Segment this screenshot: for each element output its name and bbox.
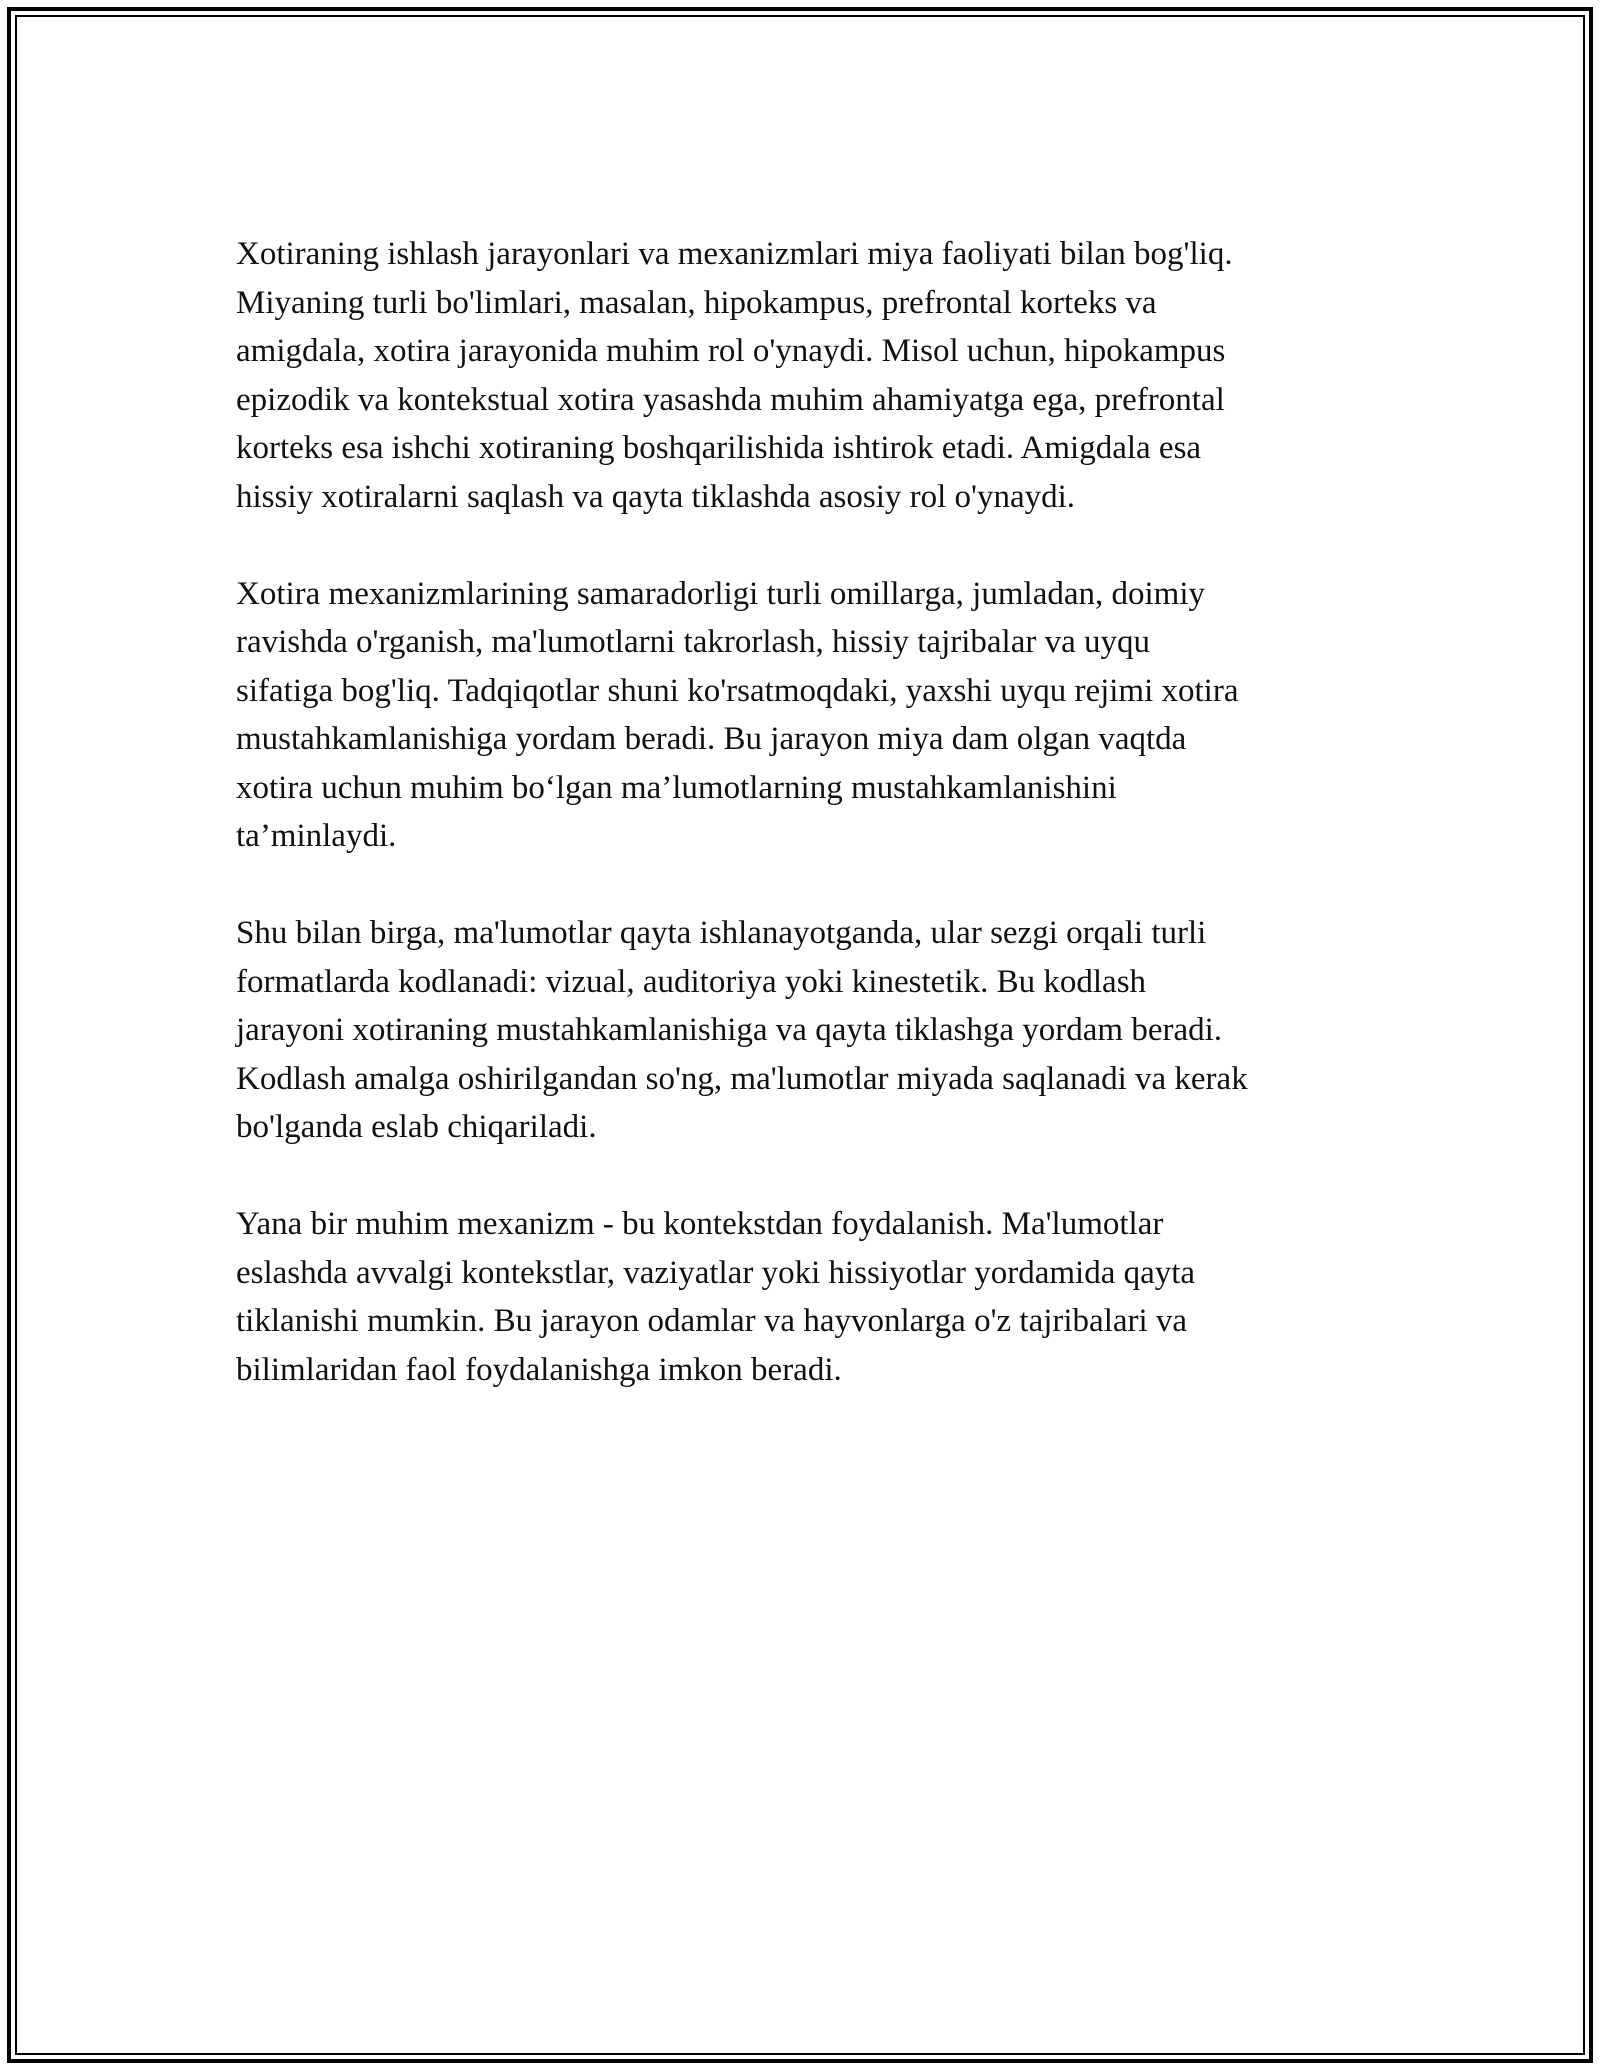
paragraph-memory-encoding: Shu bilan birga, ma'lumotlar qayta ishlanayotganda, ular sezgi orqali turli formatlarda kodlanadi: vizual, auditoriya yoki kinestetik. Bu kodlash jarayoni xotiraning mustahkamlanishiga va qayta tiklashga yordam beradi. Kodlash amalga oshirilgandan so'ng, ma'lumotlar miyada saqlanadi va kerak bo'lganda eslab chiqariladi. [236, 915, 1248, 1145]
paragraph-memory-brain-regions: Xotiraning ishlash jarayonlari va mexanizmlari miya faoliyati bilan bog'liq. Miyaning turli bo'limlari, masalan, hipokampus, prefrontal korteks va amigdala, xotira jarayonida muhim rol o'ynaydi. Misol uchun, hipokampus epizodik va kontekstual xotira yasashda muhim ahamiyatga ega, prefrontal korteks esa ishchi xotiraning boshqarilishida ishtirok etadi. Amigdala esa hissiy xotiralarni saqlash va qayta tiklashda asosiy rol o'ynaydi. [236, 236, 1233, 515]
document-body [236, 230, 1376, 1394]
paragraph-memory-efficiency-factors: Xotira mexanizmlarining samaradorligi turli omillarga, jumladan, doimiy ravishda o'rganish, ma'lumotlarni takrorlash, hissiy tajribalar va uyqu sifatiga bog'liq. Tadqiqotlar shuni ko'rsatmoqdaki, yaxshi uyqu rejimi xotira mustahkamlanishiga yordam beradi. Bu jarayon miya dam olgan vaqtda xotira uchun muhim bo‘lgan ma’lumotlarning mustahkamlanishini ta’minlaydi. [236, 575, 1239, 854]
paragraph-context-retrieval: Yana bir muhim mexanizm - bu kontekstdan foydalanish. Ma'lumotlar eslashda avvalgi kontekstlar, vaziyatlar yoki hissiyotlar yordamida qayta tiklanishi mumkin. Bu jarayon odamlar va hayvonlarga o'z tajribalari va bilimlaridan faol foydalanishga imkon beradi. [236, 1206, 1196, 1388]
